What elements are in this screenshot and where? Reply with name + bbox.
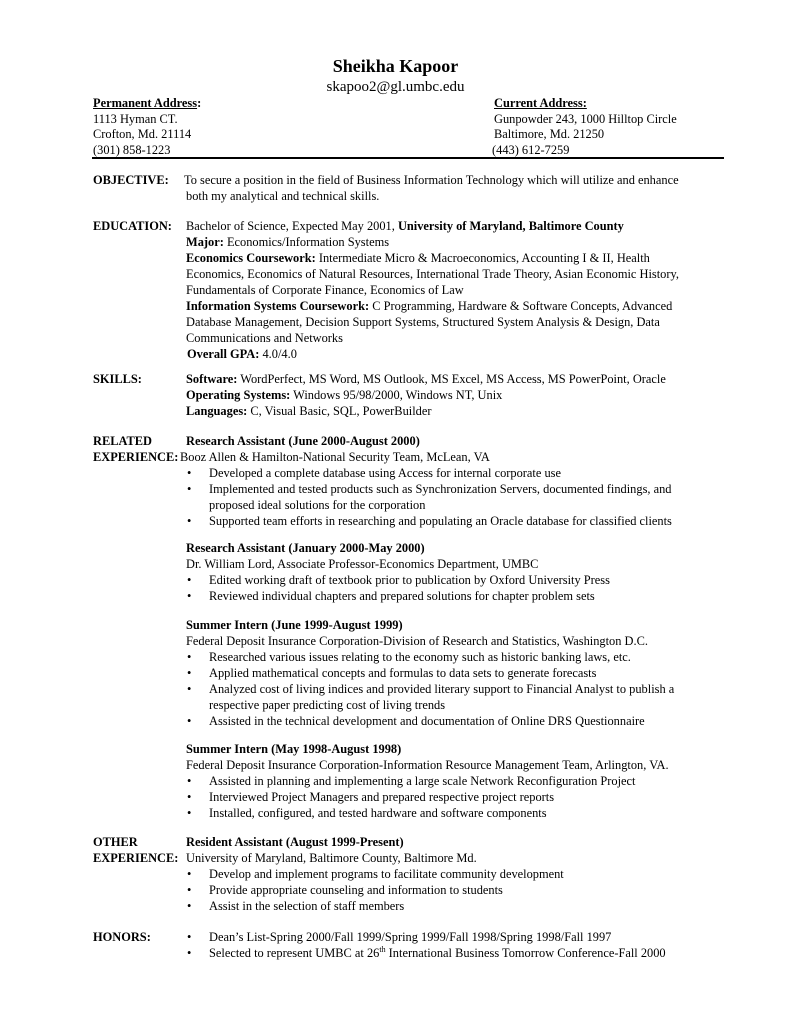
bullet-icon: • (187, 514, 192, 528)
list-item (186, 588, 726, 604)
bullet-icon: • (187, 650, 192, 664)
software-line (186, 371, 726, 387)
software-text: WordPerfect, MS Word, MS Outlook, MS Excel, MS Access, MS PowerPoint, Oracle (237, 372, 666, 386)
job-title: Resident Assistant (August 1999-Present) (186, 835, 404, 849)
bullet-icon: • (187, 806, 192, 820)
honors-label: HONORS: (93, 930, 151, 944)
permanent-street: 1113 Hyman CT. (93, 111, 178, 126)
list-item (186, 929, 726, 945)
is-coursework-line (186, 298, 726, 314)
skills-label: SKILLS: (93, 372, 142, 386)
bullet-text: respective paper predicting cost of living trends (209, 698, 446, 712)
skills-block (186, 371, 726, 419)
job-organization: Booz Allen & Hamilton-National Security Team, McLean, VA (180, 450, 490, 464)
job-organization: Federal Deposit Insurance Corporation-Division of Research and Statistics, Washington D.C. (186, 634, 648, 648)
bullet-text: Edited working draft of textbook prior to publication by Oxford University Press (209, 573, 610, 587)
objective-line: To secure a position in the field of Business Information Technology which will utilize and enhance (184, 173, 679, 187)
bullet-text: Interviewed Project Managers and prepared respective project reports (209, 790, 555, 804)
job-title: Research Assistant (January 2000-May 2000) (186, 541, 425, 555)
list-item (186, 866, 726, 882)
education-block (186, 218, 726, 362)
languages-text: C, Visual Basic, SQL, PowerBuilder (247, 404, 432, 418)
other-label-line: OTHER (93, 835, 138, 849)
job-1 (180, 433, 726, 529)
honors-block (186, 929, 726, 961)
list-item (186, 665, 726, 681)
languages-label: Languages: (186, 404, 248, 418)
bullet-icon: • (187, 930, 192, 944)
list-item (186, 513, 726, 529)
software-label: Software: (186, 372, 238, 386)
job-bullets (186, 465, 726, 529)
list-item-continuation (186, 497, 726, 513)
job-title: Research Assistant (June 2000-August 2000) (186, 434, 420, 448)
is-coursework-label: Information Systems Coursework: (186, 299, 370, 313)
major-text: Economics/Information Systems (223, 235, 390, 249)
honor-text: Selected to represent UMBC at 26 (209, 946, 380, 960)
bullet-icon: • (187, 589, 192, 603)
current-address (494, 96, 677, 158)
bullet-icon: • (187, 682, 192, 696)
list-item (186, 789, 726, 805)
honor-text: International Business Tomorrow Conference-Fall 2000 (385, 946, 666, 960)
list-item (186, 681, 726, 697)
bullet-text: Assisted in the technical development and documentation of Online DRS Questionnaire (209, 714, 645, 728)
is-coursework-text: Database Management, Decision Support Systems, Structured System Analysis & Design, Data (186, 315, 660, 329)
bullet-icon: • (187, 466, 192, 480)
permanent-phone: (301) 858-1223 (93, 142, 171, 157)
current-city: Baltimore, Md. 21250 (494, 127, 605, 141)
bullet-icon: • (187, 482, 192, 496)
bullet-text: Provide appropriate counseling and information to students (209, 883, 503, 897)
job-organization: University of Maryland, Baltimore County, Baltimore Md. (186, 851, 477, 865)
experience-label-line: EXPERIENCE: (93, 450, 179, 464)
bullet-text: Researched various issues relating to the economy such as historic banking laws, etc. (209, 650, 631, 664)
list-item (186, 805, 726, 821)
honor-text: Dean’s List-Spring 2000/Fall 1999/Spring 1999/Fall 1998/Spring 1998/Fall 1997 (209, 930, 612, 944)
bullet-text: Develop and implement programs to facilitate community development (209, 867, 564, 881)
bullet-text: proposed ideal solutions for the corporation (209, 498, 426, 512)
permanent-address (93, 96, 201, 158)
econ-coursework-text: Fundamentals of Corporate Finance, Economics of Law (186, 283, 464, 297)
job-title: Summer Intern (May 1998-August 1998) (186, 742, 402, 756)
gpa-value: 4.0/4.0 (259, 347, 297, 361)
bullet-icon: • (187, 867, 192, 881)
list-item (186, 713, 726, 729)
is-coursework-text: Communications and Networks (186, 331, 343, 345)
current-street: Gunpowder 243, 1000 Hilltop Circle (494, 111, 677, 126)
objective-line: both my analytical and technical skills. (186, 189, 380, 203)
bullet-text: Installed, configured, and tested hardware and software components (209, 806, 547, 820)
job-4 (186, 741, 726, 821)
honors-list (186, 929, 726, 961)
bullet-icon: • (187, 714, 192, 728)
degree-line (186, 218, 726, 234)
header-divider (92, 157, 724, 159)
list-item (186, 898, 726, 914)
experience-label-line: EXPERIENCE: (93, 851, 179, 865)
bullet-icon: • (187, 899, 192, 913)
bullet-text: Implemented and tested products such as Synchronization Servers, documented findings, and (209, 482, 672, 496)
is-coursework-text: C Programming, Hardware & Software Concepts, Advanced (369, 299, 673, 313)
major-label: Major: (186, 235, 224, 249)
education-label: EDUCATION: (93, 219, 172, 233)
current-address-heading: Current Address: (494, 96, 587, 110)
econ-coursework-label: Economics Coursework: (186, 251, 316, 265)
other-experience-label (93, 834, 178, 866)
list-item-continuation (186, 697, 726, 713)
job-organization: Dr. William Lord, Associate Professor-Economics Department, UMBC (186, 557, 539, 571)
school-name: University of Maryland, Baltimore County (397, 219, 624, 233)
os-line (186, 387, 726, 403)
bullet-text: Developed a complete database using Access for internal corporate use (209, 466, 561, 480)
bullet-icon: • (187, 573, 192, 587)
job-3 (186, 617, 726, 729)
ordinal-suffix: th (379, 944, 386, 954)
email-address: skapoo2@gl.umbc.edu (326, 79, 465, 95)
list-item (186, 773, 726, 789)
resume-name: Sheikha Kapoor (332, 56, 459, 76)
bullet-text: Analyzed cost of living indices and provided literary support to Financial Analyst to publish a (209, 682, 675, 696)
job-bullets (186, 572, 726, 604)
bullet-text: Assist in the selection of staff members (209, 899, 405, 913)
bullet-icon: • (187, 790, 192, 804)
bullet-text: Assisted in planning and implementing a large scale Network Reconfiguration Project (209, 774, 636, 788)
bullet-text: Applied mathematical concepts and formulas to data sets to generate forecasts (209, 666, 597, 680)
job-bullets (186, 773, 726, 821)
bullet-icon: • (187, 883, 192, 897)
job-organization: Federal Deposit Insurance Corporation-Information Resource Management Team, Arlington, VA. (186, 758, 669, 772)
bullet-icon: • (187, 774, 192, 788)
languages-line (186, 403, 726, 419)
major-line (186, 234, 726, 250)
list-item (186, 572, 726, 588)
degree-text: Bachelor of Science, Expected May 2001, (186, 219, 398, 233)
job-title: Summer Intern (June 1999-August 1999) (186, 618, 403, 632)
job-2 (186, 540, 726, 604)
gpa-label: Overall GPA: (187, 347, 260, 361)
list-item (186, 481, 726, 497)
permanent-address-colon: : (197, 96, 202, 110)
os-label: Operating Systems: (186, 388, 291, 402)
list-item (186, 882, 726, 898)
os-text: Windows 95/98/2000, Windows NT, Unix (290, 388, 503, 402)
bullet-icon: • (187, 666, 192, 680)
objective-text (184, 172, 724, 204)
bullet-icon: • (187, 946, 192, 960)
bullet-text: Reviewed individual chapters and prepared solutions for chapter problem sets (209, 589, 595, 603)
objective-label: OBJECTIVE: (93, 173, 169, 187)
other-job (186, 834, 726, 914)
econ-coursework-text: Economics, Economics of Natural Resources, International Trade Theory, Asian Economic History, (186, 267, 679, 281)
related-label-line: RELATED (93, 434, 152, 448)
job-bullets (186, 649, 726, 729)
permanent-address-heading: Permanent Address (93, 96, 198, 110)
gpa-line (186, 346, 726, 362)
list-item (186, 649, 726, 665)
econ-coursework-text: Intermediate Micro & Macroeconomics, Accounting I & II, Health (315, 251, 650, 265)
econ-coursework-line (186, 250, 726, 266)
bullet-text: Supported team efforts in researching and populating an Oracle database for classified clients (209, 514, 672, 528)
list-item (186, 465, 726, 481)
list-item (186, 945, 726, 961)
related-experience-label (93, 433, 178, 465)
current-phone: (443) 612-7259 (492, 142, 570, 157)
permanent-city: Crofton, Md. 21114 (93, 127, 192, 141)
job-bullets (186, 866, 726, 914)
